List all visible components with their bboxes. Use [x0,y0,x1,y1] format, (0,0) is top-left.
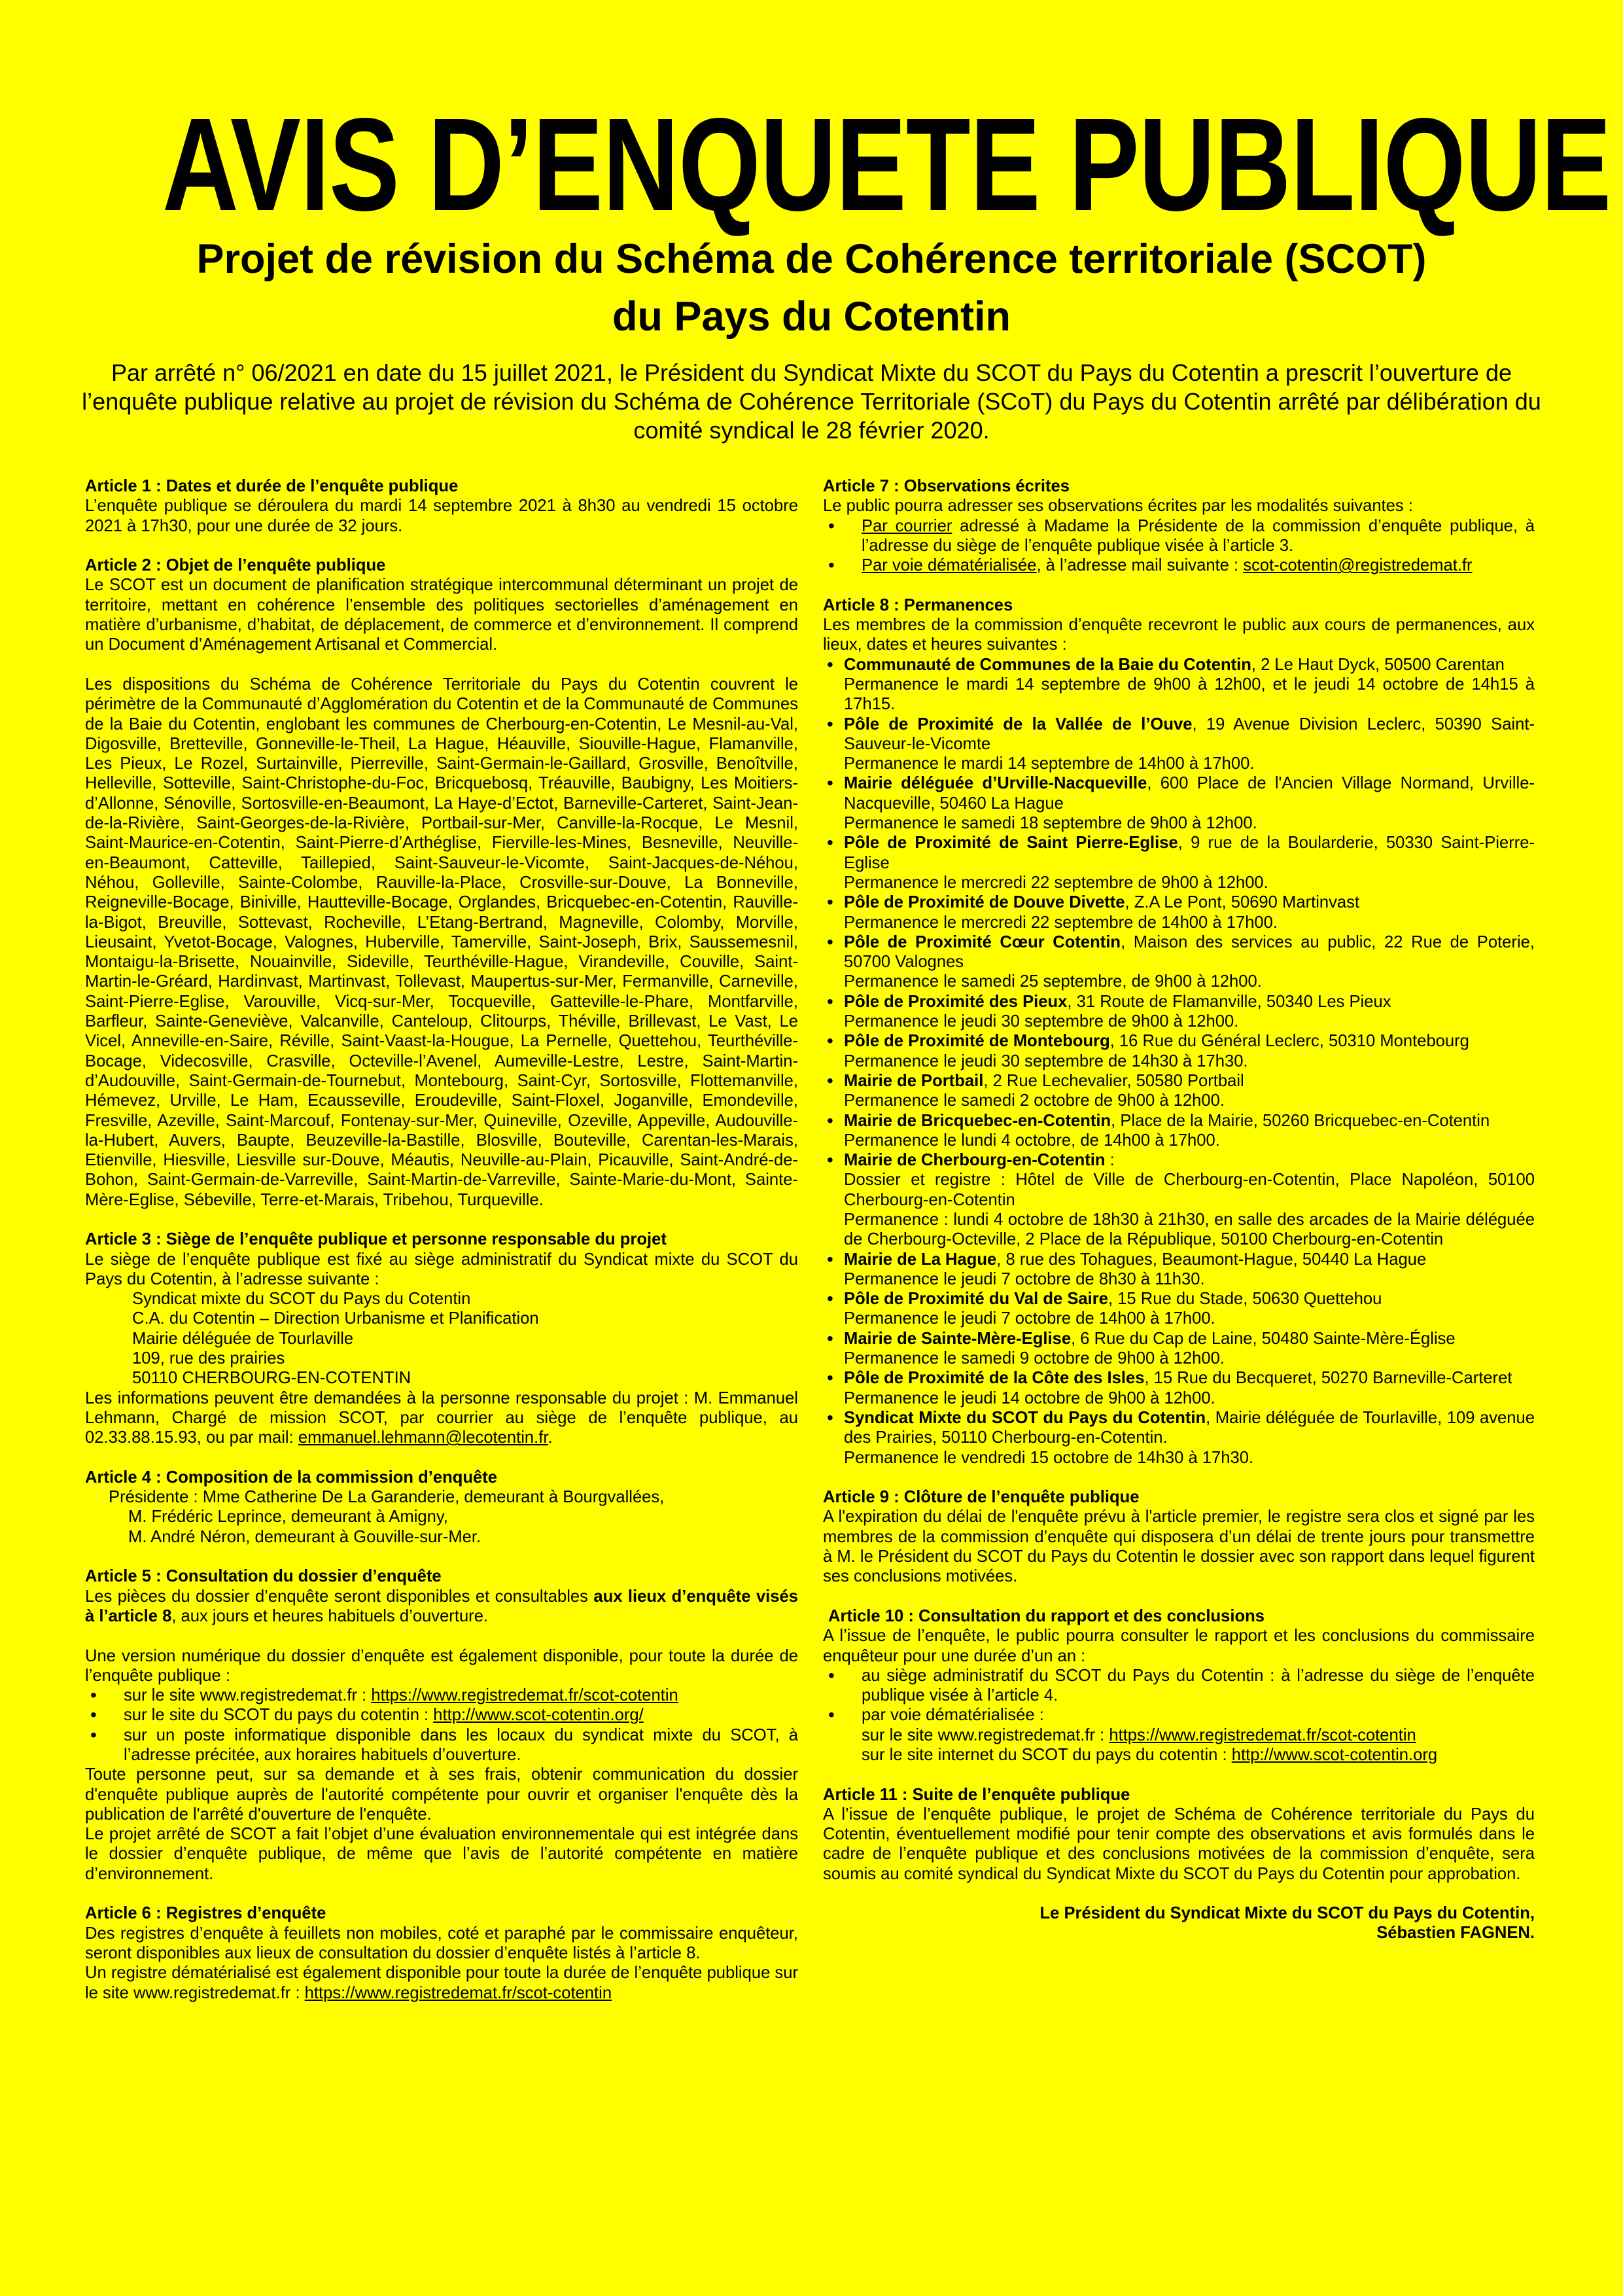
article-6 [85,1903,798,2002]
permanence-item [823,1329,1535,1369]
permanence-item [823,1250,1535,1290]
location-address: , Maison des services au public, 22 Rue de Poterie, 50700 Valognes [844,932,1535,972]
signature-line-1: Le Président du Syndicat Mixte du SCOT du Pays du Cotentin, [1039,1904,1535,1923]
article-6-title: Article 6 : Registres d’enquête [85,1904,326,1923]
article-8-title: Article 8 : Permanences [823,595,1013,614]
article-10-text: A l’issue de l’enquête, le public pourra consulter le rapport et les conclusions du commissaire enquêteur pour une durée d’un an : [823,1627,1535,1665]
article-4-title: Article 4 : Composition de la commission d’enquête [85,1468,497,1487]
permanence-item [823,932,1535,992]
location-address: , 8 rue des Tohagues, Beaumont-Hague, 50440 La Hague [996,1250,1427,1269]
article-7 [823,476,1535,575]
article-2 [85,556,798,1210]
text: par voie dématérialisée : [862,1706,1044,1725]
location-name: Pôle de Proximité de Douve Divette [844,893,1125,912]
location-name: Communauté de Communes de la Baie du Cotentin [844,655,1251,674]
text: Les pièces du dossier d’enquête seront disponibles et consultables [85,1587,594,1606]
permanence-time: Permanence le samedi 25 septembre, de 9h00 à 12h00. [844,972,1262,991]
address-line: C.A. du Cotentin – Direction Urbanisme et Planification [132,1309,539,1328]
article-2-paragraph-1: Le SCOT est un document de planification stratégique intercommunal déterminant un projet de territoire, mettant en cohérence l’ensemble des politiques sectorielles d’aménagement en matière d’urbanisme, d’habitat, de déplacement, de commerce et d’environnement. Il comprend un Document d’Aménagement Artisanal et Commercial. [85,576,798,654]
subtitle-line-2: du Pays du Cotentin [612,294,1011,340]
permanence-item [823,715,1535,774]
commission-members [85,1487,798,1547]
text: Un registre dématérialisé est également disponible pour toute la durée de l’enquête publique sur le site www.registredemat.fr : [85,1964,798,2002]
member: M. André Néron, demeurant à Gouville-sur-Mer. [128,1527,481,1546]
report-access-list [823,1666,1535,1765]
text: , à l’adresse mail suivante : [1036,556,1244,575]
location-address: , Place de la Mairie, 50260 Bricquebec-en-Cotentin [1111,1111,1490,1130]
text: adressé à Madame la Présidente de la commission d’enquête publique, à l’adresse du siège de l’enquête publique visée à l’article 3. [862,516,1535,555]
permanence-item [823,655,1535,715]
permanence-dossier: Dossier et registre : Hôtel de Ville de Cherbourg-en-Cotentin, Place Napoléon, 50100 Cherbourg-en-Cotentin [844,1171,1535,1209]
permanence-item [823,1031,1535,1071]
article-10-title: Article 10 : Consultation du rapport et des conclusions [828,1606,1265,1625]
permanence-item [823,1289,1535,1329]
list-item [823,556,1535,575]
left-column [85,476,798,2022]
location-name: Mairie de Cherbourg-en-Cotentin [844,1151,1106,1170]
article-5-paragraph-4: Le projet arrêté de SCOT a fait l’objet d’une évaluation environnementale qui est intégrée dans le dossier d’enquête publique, de même que l’avis de l’autorité compétente en matière d’environnement. [85,1825,798,1883]
subtitle-line-1: Projet de révision du Schéma de Cohérence territoriale (SCOT) [196,236,1427,282]
article-5-paragraph-1 [85,1587,798,1627]
contact-info-text: Les informations peuvent être demandées à la personne responsable du projet : M. Emmanuel Lehmann, Chargé de mission SCOT, par courrier au siège de l’enquête publique, au 02.33.88.15.93, ou par mail: [85,1388,798,1447]
member-president: Présidente : Mme Catherine De La Garanderie, demeurant à Bourgvallées, [109,1488,665,1507]
location-name: Mairie déléguée d’Urville-Nacqueville [844,774,1147,793]
text: sur le site du SCOT du pays du cotentin : [124,1706,434,1725]
contact-info-end: . [548,1428,553,1447]
address-line: Syndicat mixte du SCOT du Pays du Cotentin [132,1290,471,1309]
location-address: , Mairie déléguée de Tourlaville, 109 avenue des Prairies, 50110 Cherbourg-en-Cotentin. [844,1408,1535,1447]
member: M. Frédéric Leprince, demeurant à Amigny, [128,1508,448,1527]
article-11-text: A l’issue de l’enquête publique, le projet de Schéma de Cohérence territoriale du Pays du Cotentin, éventuellement modifié pour tenir compte des observations et avis formulés dans le cadre de l’enquête publique et des conclusions motivées de la commission d’enquête, sera soumis au comité syndical du Syndicat Mixte du SCOT du Pays du Cotentin pour approbation. [823,1805,1535,1883]
article-2-paragraph-2: Les dispositions du Schéma de Cohérence Territoriale du Pays du Cotentin couvrent le périmètre de la Communauté d’Agglomération du Cotentin et de la Communauté de Communes de la Baie du Cotentin, englobant les communes de Cherbourg-en-Cotentin, Le Mesnil-au-Val, Digosville, Bretteville, Gonneville-le-Theil, La Hague, Héauville, Siouville-Hague, Flamanville, Les Pieux, Le Rozel, Surtainville, Pierreville, Saint-Germain-le-Gaillard, Grosville, Benoîtville, Helleville, Sotteville, Saint-Christophe-du-Foc, Bricquebosq, Tréauville, Baubigny, Les Moitiers-d’Allonne, Sénoville, Sortosville-en-Beaumont, La Haye-d’Ectot, Barneville-Carteret, Saint-Jean-de-la-Rivière, Saint-Georges-de-la-Rivière, Portbail-sur-Mer, Canville-la-Rocque, Le Mesnil, Saint-Maurice-en-Cotentin, Saint-Pierre-d’Arthéglise, Fierville-les-Mines, Besneville, Neuville-en-Beaumont, Catteville, Taillepied, Saint-Sauveur-le-Vicomte, Saint-Jacques-de-Néhou, Néhou, Golleville, Sainte-Colombe, Rauville-la-Place, Crosville-sur-Douve, La Bonneville, Reigneville-Bocage, Biniville, Hautteville-Bocage, Orglandes, Bricquebec-en-Cotentin, Rauville-la-Bigot, Breuville, Sottevast, Rocheville, L’Etang-Bertrand, Magneville, Colomby, Morville, Lieusaint, Yvetot-Bocage, Valognes, Huberville, Tamerville, Saint-Joseph, Brix, Saussemesnil, Montaigu-la-Brisette, Nouainville, Sideville, Teurthéville-Hague, Virandeville, Couville, Saint-Martin-le-Gréard, Hardinvast, Martinvast, Tollevast, Maupertus-sur-Mer, Fermanville, Carneville, Saint-Pierre-Eglise, Varouville, Vicq-sur-Mer, Tocqueville, Gatteville-le-Phare, Montfarville, Barfleur, Sainte-Geneviève, Valcanville, Canteloup, Clitourps, Théville, Brillevast, Le Vast, Le Vicel, Anneville-en-Saire, Réville, Saint-Vaast-la-Hougue, La Pernelle, Quettehou, Teurthéville-Bocage, Videcosville, Crasville, Octeville-l’Avenel, Aumeville-Lestre, Lestre, Saint-Martin-d’Audouville, Saint-Germain-de-Tournebut, Montebourg, Saint-Cyr, Sortosville, Flottemanville, Hémevez, Urville, Le Ham, Ecausseville, Eroudeville, Saint-Floxel, Joganville, Emondeville, Fresville, Azeville, Saint-Marcouf, Fontenay-sur-Mer, Quineville, Ozeville, Appeville, Audouville-la-Hubert, Auvers, Baupte, Beuzeville-la-Bastille, Blosville, Bouteville, Carentan-les-Marais, Etienville, Hiesville, Liesville sur-Douve, Méautis, Neuville-au-Plain, Picauville, Saint-André-de-Bohon, Saint-Germain-de-Varreville, Saint-Martin-de-Varreville, Sainte-Marie-du-Mont, Sainte-Mère-Eglise, Sébeville, Terre-et-Marais, Tribehou, Turqueville. [85,675,798,1209]
location-name: Pôle de Proximité de Montebourg [844,1032,1110,1051]
address-line: 50110 CHERBOURG-EN-COTENTIN [132,1369,411,1388]
location-address: , 31 Route de Flamanville, 50340 Les Pieux [1067,992,1391,1011]
permanence-time: Permanence le lundi 4 octobre, de 14h00 à 17h00. [844,1131,1220,1150]
article-7-title: Article 7 : Observations écrites [823,477,1070,495]
permanence-time: Permanence le samedi 18 septembre de 9h00 à 12h00. [844,814,1257,833]
article-5 [85,1566,798,1884]
notice-subtitle [39,230,1584,345]
permanence-time: Permanence le jeudi 7 octobre de 14h00 à 17h00. [844,1309,1215,1328]
permanence-item [823,773,1535,833]
article-6-paragraph-2 [85,1963,798,2003]
location-address: , 15 Rue du Becqueret, 50270 Barneville-Carteret [1144,1369,1512,1388]
text: sur le site www.registredemat.fr : [862,1725,1109,1744]
location-name: Syndicat Mixte du SCOT du Pays du Cotentin [844,1408,1206,1427]
scot-site-link[interactable]: http://www.scot-cotentin.org/ [433,1706,644,1725]
article-9 [823,1487,1535,1586]
article-11-title: Article 11 : Suite de l’enquête publique [823,1785,1130,1804]
right-column [823,476,1535,1963]
permanence-item [823,992,1535,1032]
permanence-time: Permanence le samedi 9 octobre de 9h00 à 12h00. [844,1349,1225,1368]
location-name: Pôle de Proximité des Pieux [844,992,1068,1011]
signature-block [823,1903,1535,1943]
location-address: , 2 Le Haut Dyck, 50500 Carentan [1251,655,1505,674]
article-1-title: Article 1 : Dates et durée de l’enquête publique [85,477,459,495]
location-name: Pôle de Proximité de la Côte des Isles [844,1369,1145,1388]
permanence-time: Permanence le mardi 14 septembre de 14h00 à 17h00. [844,754,1255,773]
permanence-time: Permanence le jeudi 30 septembre de 14h30 à 17h30. [844,1051,1248,1070]
location-address: : [1105,1151,1115,1170]
article-4 [85,1468,798,1547]
registredemat-link[interactable]: https://www.registredemat.fr/scot-cotentin [371,1686,678,1705]
location-name: Pôle de Proximité de la Vallée de l’Ouve [844,715,1193,733]
permanence-time: Permanence le samedi 2 octobre de 9h00 à 12h00. [844,1091,1225,1110]
list-item [85,1686,798,1705]
article-5-paragraph-2: Une version numérique du dossier d’enquête est également disponible, pour toute la durée de l’enquête publique : [85,1646,798,1685]
permanence-item [823,833,1535,892]
permanence-item [823,1368,1535,1408]
text: sur le site www.registredemat.fr : [124,1686,372,1705]
article-9-title: Article 9 : Clôture de l’enquête publique [823,1488,1140,1507]
permanence-time: Permanence le mardi 14 septembre de 9h00 à 12h00, et le jeudi 14 octobre de 14h15 à 17h15. [844,675,1535,714]
permanences-list [823,655,1535,1468]
location-address: , Z.A Le Pont, 50690 Martinvast [1125,893,1360,912]
location-name: Pôle de Proximité de Saint Pierre-Eglise [844,834,1178,853]
location-address: , 600 Place de l'Ancien Village Normand, Urville-Nacqueville, 50460 La Hague [844,774,1535,813]
article-3 [85,1229,798,1447]
permanence-item [823,892,1535,932]
article-1 [85,476,798,536]
article-10 [823,1606,1535,1765]
location-address: , 19 Avenue Division Leclerc, 50390 Saint-Sauveur-le-Vicomte [844,715,1535,753]
list-item: • sur un poste informatique disponible dans les locaux du syndicat mixte du SCOT, à l’adresse précitée, aux horaires habituels d’ouverture. [85,1725,798,1765]
article-5-title: Article 5 : Consultation du dossier d’enquête [85,1567,442,1586]
location-address: , 9 rue de la Boularderie, 50330 Saint-Pierre-Eglise [844,834,1535,872]
permanence-item [823,1111,1535,1151]
underlined-text: Par courrier [862,516,952,535]
location-address: , 16 Rue du Général Leclerc, 50310 Montebourg [1109,1032,1469,1051]
sub-line [862,1725,1535,1745]
location-address: , 2 Rue Lechevalier, 50580 Portbail [983,1071,1244,1090]
article-8-text: Les membres de la commission d’enquête recevront le public aux cours de permanences, aux lieux, dates et heures suivantes : [823,616,1535,654]
digital-access-list [85,1686,798,1765]
article-11 [823,1785,1535,1943]
permanence-time: Permanence le jeudi 30 septembre de 9h00 à 12h00. [844,1012,1239,1031]
underlined-text: Par voie dématérialisée [862,556,1037,575]
article-6-paragraph-1: Des registres d’enquête à feuillets non mobiles, coté et paraphé par le commissaire enquêteur, seront disponibles aux lieux de consultation du dossier d’enquête listés à l’article 8. [85,1924,798,1962]
signature-line-2: Sébastien FAGNEN. [1376,1924,1535,1943]
location-name: Pôle de Proximité Cœur Cotentin [844,932,1121,951]
location-address: , 6 Rue du Cap de Laine, 50480 Sainte-Mère-Église [1071,1329,1456,1348]
permanence-item [823,1408,1535,1468]
list-item: • au siège administratif du SCOT du Pays du Cotentin : à l’adresse du siège de l’enquête publique visée à l’article 4. [823,1666,1535,1706]
registry-link[interactable]: https://www.registredemat.fr/scot-cotentin [304,1983,612,2002]
observation-methods-list [823,516,1535,576]
location-name: Mairie de Portbail [844,1071,984,1090]
permanence-time: Permanence le mercredi 22 septembre de 14h00 à 17h00. [844,913,1278,932]
article-3-text: Le siège de l’enquête publique est fixé au siège administratif du Syndicat mixte du SCOT du Pays du Cotentin, à l’adresse suivante : [85,1250,798,1288]
contact-email-link[interactable]: emmanuel.lehmann@lecotentin.fr [298,1428,548,1447]
location-name: Mairie de Bricquebec-en-Cotentin [844,1111,1111,1130]
sub-line [862,1745,1535,1765]
permanence-time: Permanence le jeudi 14 octobre de 9h00 à 12h00. [844,1388,1215,1407]
article-3-info [85,1388,798,1448]
scot-site-link[interactable]: http://www.scot-cotentin.org [1231,1746,1438,1764]
permanence-time: Permanence le mercredi 22 septembre de 9h00 à 12h00. [844,873,1268,892]
notice-title: AVIS D’ENQUETE PUBLIQUE [162,90,1611,238]
article-7-text: Le public pourra adresser ses observations écrites par les modalités suivantes : [823,497,1413,516]
article-9-text: A l'expiration du délai de l'enquête prévu à l'article premier, le registre sera clos et signé par les membres de la commission d’enquête qui disposera d’un délai de trente jours pour transmettre à M. le Président du SCOT du Pays du Cotentin le dossier avec son rapport dans lequel figurent ses conclusions motivées. [823,1508,1535,1586]
permanence-time: Permanence le jeudi 7 octobre de 8h30 à 11h30. [844,1269,1205,1288]
registredemat-link[interactable]: https://www.registredemat.fr/scot-cotentin [1109,1725,1416,1744]
text: sur le site internet du SCOT du pays du cotentin : [862,1746,1232,1764]
article-3-title: Article 3 : Siège de l’enquête publique et personne responsable du projet [85,1230,667,1249]
permanence-item [823,1071,1535,1111]
article-8 [823,595,1535,1468]
list-item [823,1705,1535,1765]
bold-text: aux lieux d’enquête visés à l’article 8 [85,1587,798,1625]
location-name: Pôle de Proximité du Val de Saire [844,1290,1108,1309]
article-1-text: L’enquête publique se déroulera du mardi 14 septembre 2021 à 8h30 au vendredi 15 octobre 2021 à 17h30, pour une durée de 32 jours. [85,497,798,535]
list-item [85,1705,798,1725]
permanence-item [823,1150,1535,1249]
list-item [823,516,1535,556]
location-address: , 15 Rue du Stade, 50630 Quettehou [1108,1290,1382,1309]
permanence-time: Permanence : lundi 4 octobre de 18h30 à 21h30, en salle des arcades de la Mairie déléguée de Cherbourg-Octeville, 2 Place de la République, 50100 Cherbourg-en-Cotentin [844,1210,1535,1249]
seat-address [85,1289,798,1388]
observation-email-link[interactable]: scot-cotentin@registredemat.fr [1243,556,1473,575]
article-2-title: Article 2 : Objet de l’enquête publique [85,556,386,575]
address-line: Mairie déléguée de Tourlaville [132,1329,354,1348]
location-name: Mairie de La Hague [844,1250,997,1269]
location-name: Mairie de Sainte-Mère-Eglise [844,1329,1072,1348]
address-line: 109, rue des prairies [132,1349,285,1368]
article-5-paragraph-3: Toute personne peut, sur sa demande et à ses frais, obtenir communication du dossier d'enquête publique auprès de l'autorité compétente pour ouvrir et organiser l'enquête dès la publication de l'arrêté d'ouverture de l'enquête. [85,1765,798,1824]
permanence-time: Permanence le vendredi 15 octobre de 14h30 à 17h30. [844,1448,1254,1467]
text: , aux jours et heures habituels d’ouverture. [171,1606,489,1625]
intro-paragraph: Par arrêté n° 06/2021 en date du 15 juillet 2021, le Président du Syndicat Mixte du SCOT du Pays du Cotentin a prescrit l’ouverture de l’enquête publique relative au projet de révision du Schéma de Cohérence Territoriale (SCoT) du Pays du Cotentin arrêté par délibération du comité syndical le 28 février 2020. [82,359,1541,444]
